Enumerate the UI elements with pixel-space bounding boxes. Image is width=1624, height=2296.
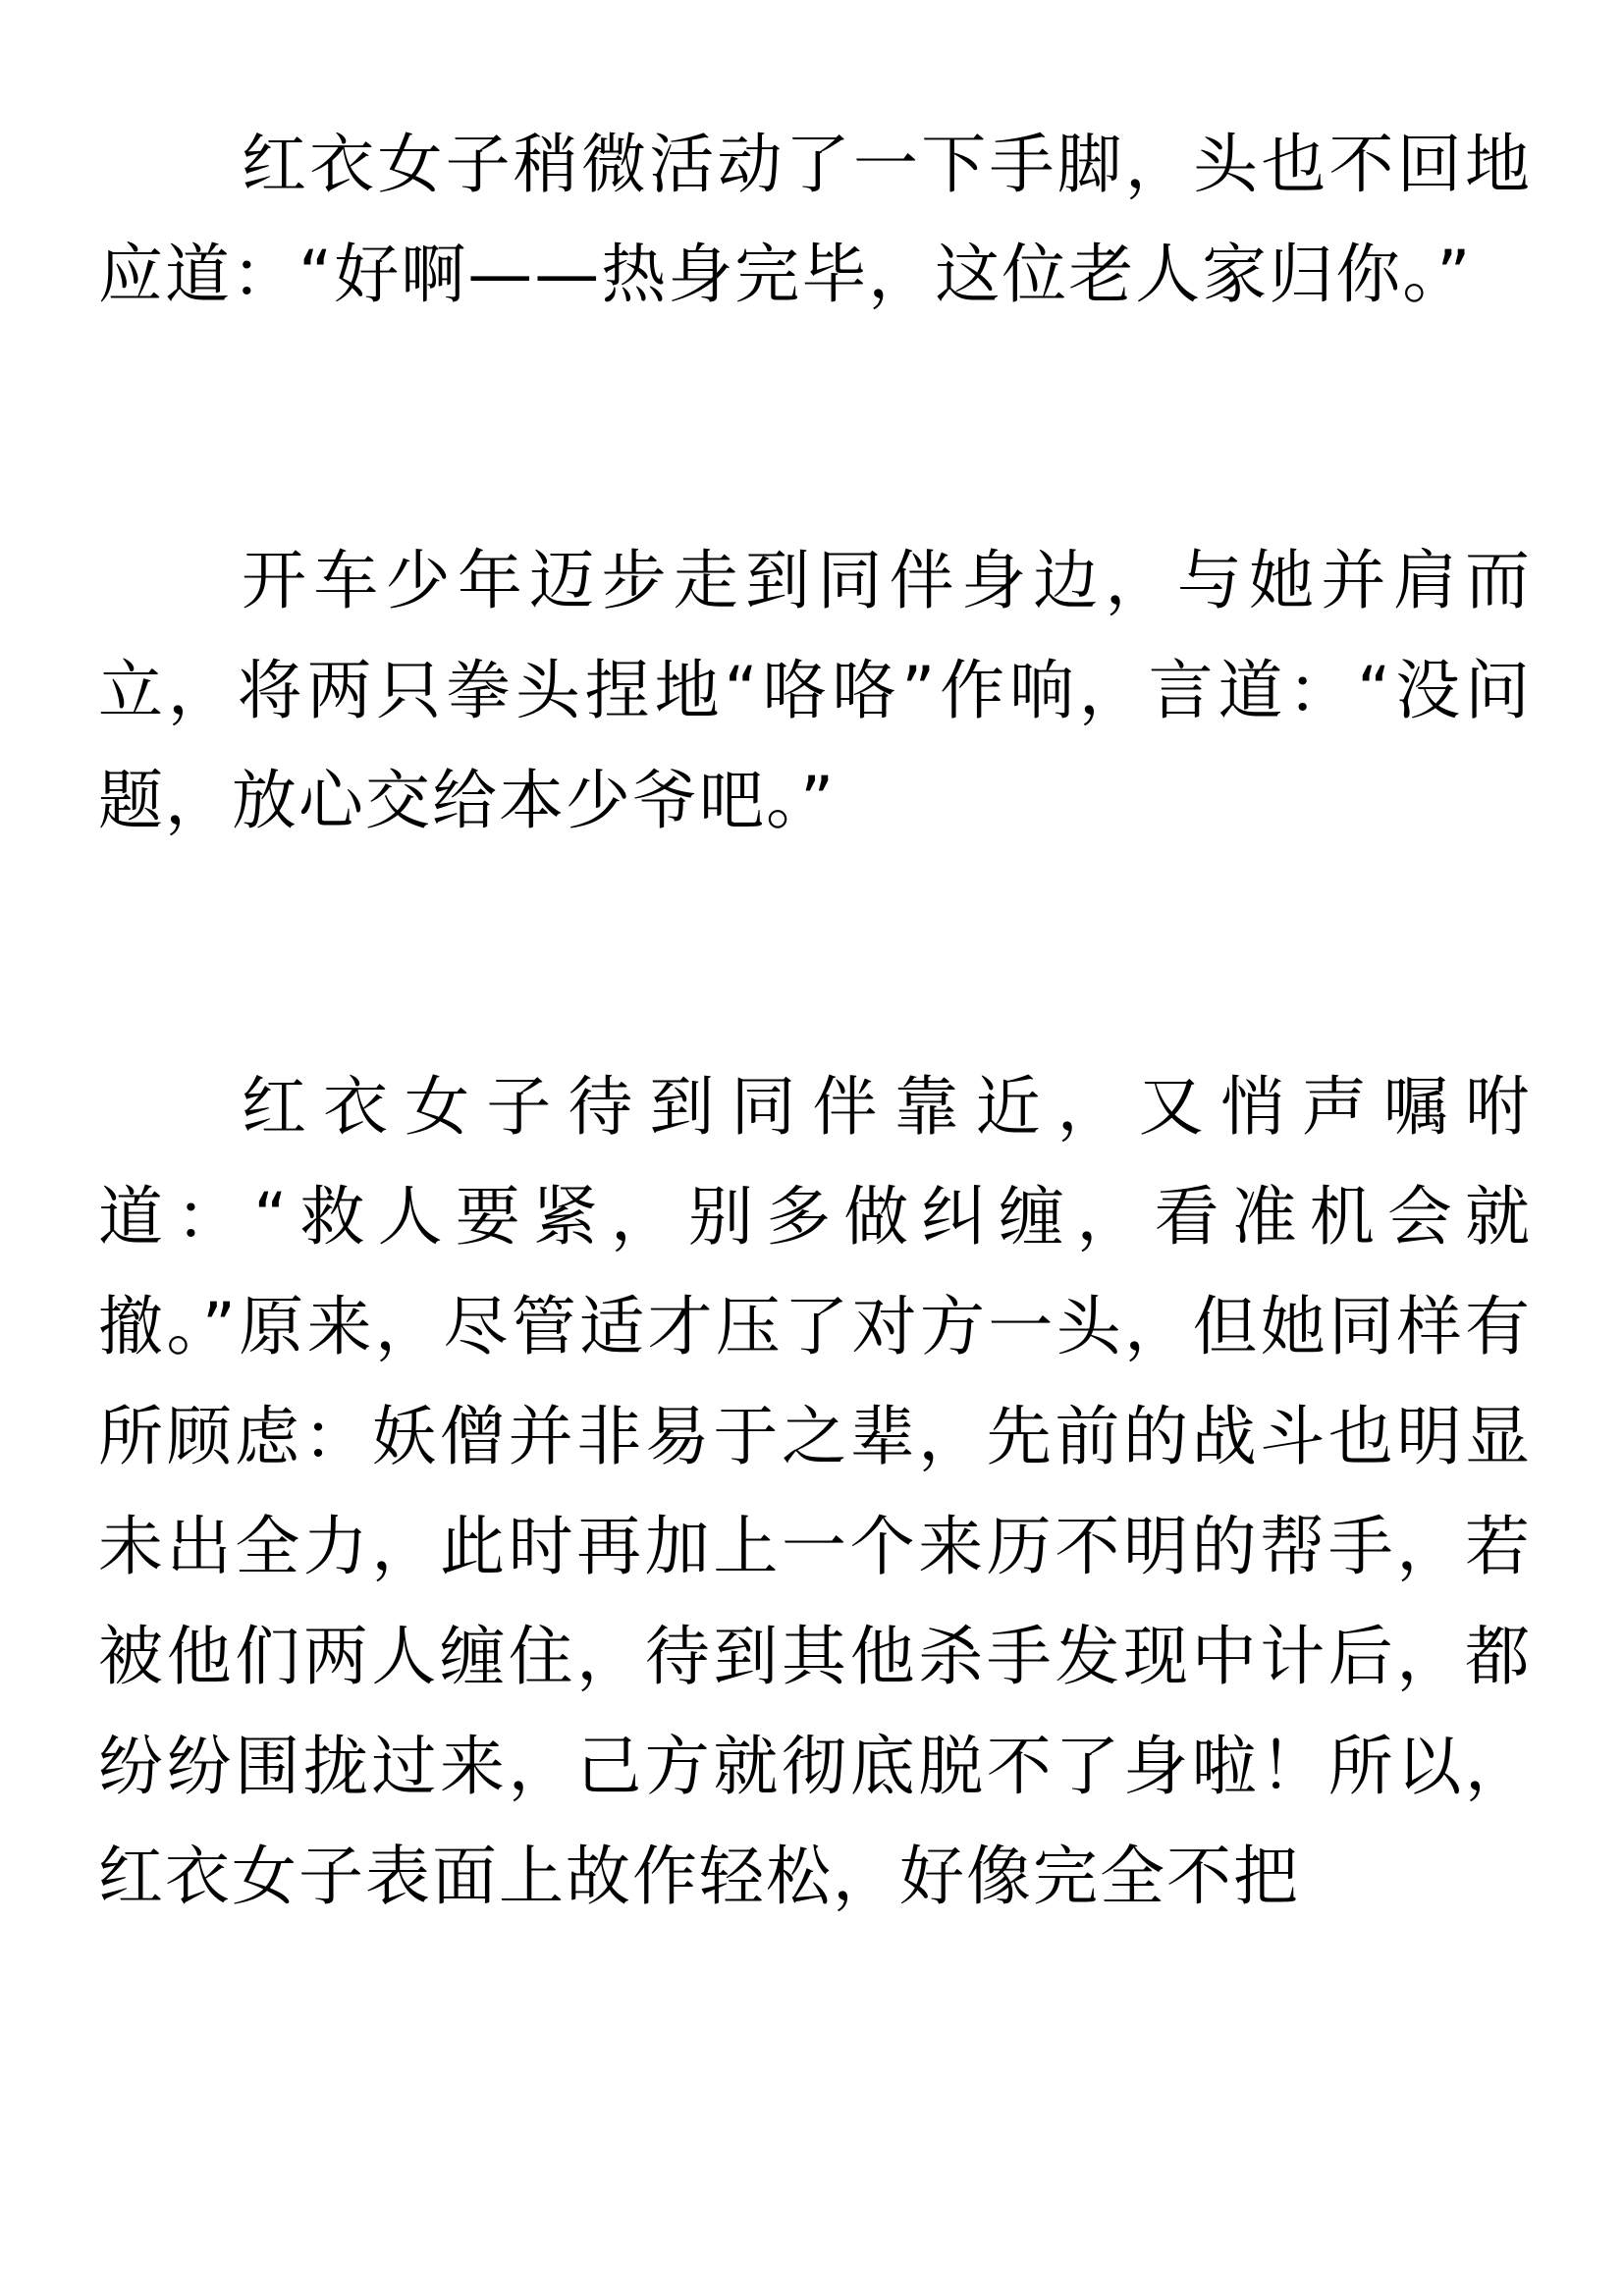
paragraph-1: 红衣女子稍微活动了一下手脚，头也不回地应道：“好啊——热身完毕，这位老人家归你。” (98, 127, 1532, 312)
paragraph-3: 红衣女子待到同伴靠近，又悄声嘱咐道：“救人要紧，别多做纠缠，看准机会就撤。”原来，尽管适才压了对方一头，但她同样有所顾虑：妖僧并非易于之辈，先前的战斗也明显未出全力，此时再加上一个来历不明的帮手，若被他们两人缠住，待到其他杀手发现中计后，都纷纷围拢过来，己方就彻底脱不了身啦！所以，红衣女子表面上故作轻松，好像完全不把 (98, 1069, 1532, 1914)
paragraph-2: 开车少年迈步走到同伴身边，与她并肩而立，将两只拳头捏地“咯咯”作响，言道：“没问题，放心交给本少爷吧。” (98, 543, 1532, 838)
document-page (98, 110, 1532, 1932)
